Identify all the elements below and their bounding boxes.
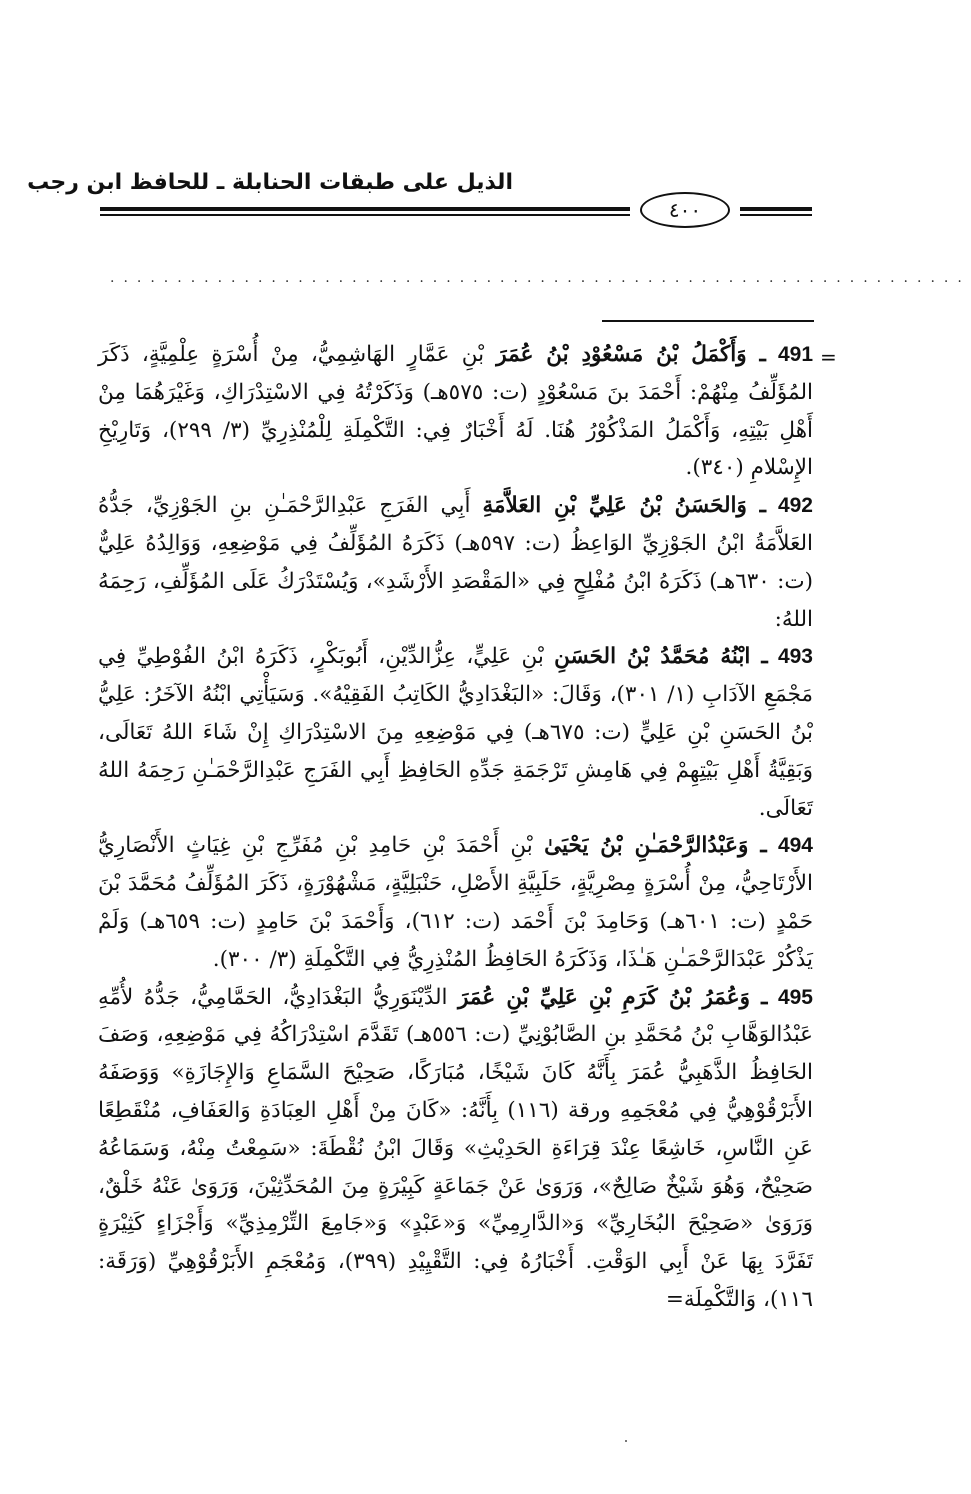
entry-491 bbox=[98, 336, 813, 487]
header-rule-thin-right bbox=[740, 214, 812, 216]
entry-number: 494 bbox=[777, 834, 813, 858]
entry-name: ـ وَعَبْدُالرَّحْمَـٰنِ بْنُ يَحْيَىٰ bbox=[544, 833, 767, 859]
entry-text: بْنِ عَمَّارٍ الهَاشِمِيُّ، مِنْ أُسْرَةٍ عِلْمِيَّةٍ، ذَكَرَ المُؤَلِّفُ مِنْهُمْ: أَحْمَدَ بنَ مَسْعُوْدٍ (ت: ٥٧٥هـ) وَذَكَرْتُهُ فِي الاسْتِدْرَاكِ، وَغَيْرَهُمَا مِنْ أَهْلِ بَيْتِهِ، وَأَكْمَلُ المَذْكُوْرُ هُنَا. لَهُ أَخْبَارٌ فِي: التَّكْمِلَةِ لِلْمُنْذِرِيِّ (٣/ ٢٩٩)، وَتَارِيْخِ الإِسْلامِ (٣٤٠). bbox=[98, 342, 814, 481]
header-rule-thick-left bbox=[100, 207, 630, 211]
entry-text: الدِّيْنَوَرِيُّ البَغْدَادِيُّ، الحَمَّامِيُّ، جَدُّهُ لأُمِّهِ عَبْدُالوَهَّابِ بْنُ مُحَمَّدِ بنِ الصَّابُوْنِيِّ (ت: ٥٥٦هـ) تَقَدَّمَ اسْتِدْرَاكُهُ فِي مَوْضِعِهِ، وَصَفَ الحَافِظُ الذَّهَبِيُّ عُمَرَ بِأَنَّهُ كَانَ شَيْخًا، مُبَارَكًا، صَحِيْحَ السَّمَاعِ وَالإِجَازَةِ» وَوَصَفَهُ الأَبَرْقُوْهِيُّ فِي مُعْجَمِهِ ورقة (١١٦) بِأَنَّهُ: «كَانَ مِنْ أَهْلِ العِبَادَةِ وَالعَفَافِ، مُنْقَطِعًا عَنِ النَّاسِ، خَاشِعًا عِنْدَ قِرَاءَةِ الحَدِيْثِ» وَقَالَ ابْنُ نُقْطَةَ: «سَمِعْتُ مِنْهُ، وَسَمَاعُهُ صَحِيْحٌ، وَهُوَ شَيْخٌ صَالِحٌ»، وَرَوَىٰ عَنْ جَمَاعَةٍ كَبِيْرَةٍ مِنَ المُحَدِّثِيْنَ، وَرَوَىٰ عَنْهُ خَلْقٌ، وَرَوَىٰ «صَحِيْحَ البُخَارِيِّ» وَ«الدَّارِمِيِّ» وَ«عَبْدٍ» وَ«جَامِعَ التِّرْمِذِيِّ» وَأَجْزَاءٍ كَثِيْرَةٍ تَفَرَّدَ بِهَا عَنْ أَبِي الوَقْتِ. أَخْبَارُهُ فِي: التَّقْيِيْدِ (٣٩٩)، وَمُعْجَمِ الأَبَرْقُوْهِيِّ (وَرَقَة: ١١٦)، وَالتَّكْمِلَة= bbox=[98, 984, 814, 1312]
entry-493 bbox=[98, 638, 813, 827]
page-number bbox=[640, 192, 730, 228]
entry-495 bbox=[98, 979, 813, 1319]
page-number-text: ٤٠٠ bbox=[668, 198, 702, 222]
entry-name: ـ وَعُمَرُ بْنُ كَرَمِ بْنِ عَلِيِّ بْنِ عُمَرَ bbox=[458, 984, 768, 1010]
entry-number: 492 bbox=[777, 494, 813, 518]
entry-text: أَبِي الفَرَجِ عَبْدِالرَّحْمَـٰنِ بنِ الجَوْزِيِّ، جَدُّهُ العَلاَّمَةُ ابْنُ الجَوْزِيِّ الوَاعِظُ (ت: ٥٩٧هـ) ذَكَرَهُ المُؤَلِّفُ فِي مَوْضِعِهِ، وَوَالِدُهُ عَلِيٌّ (ت: ٦٣٠هـ) ذَكَرَهُ ابْنُ مُفْلِحٍ فِي «المَقْصَدِ الأَرْشَدِ»، وَيُسْتَدْرَكُ عَلَى المُؤَلِّفِ، رَحِمَهُ اللهُ: bbox=[98, 493, 813, 632]
entry-text: بْنِ أَحْمَدَ بْنِ حَامِدِ بْنِ مُفَرِّجِ بْنِ غِيَاثٍ الأَنْصَارِيُّ الأَرْتَاحِيُّ، مِنْ أُسْرَةٍ مِصْرِيَّةٍ، حَلَبِيَّةِ الأَصْلِ، حَنْبَلِيَّةٍ، مَشْهُوْرَةٍ، ذَكَرَ المُؤَلِّفُ مُحَمَّدَ بْنَ حَمْدٍ (ت: ٦٠١هـ) وَحَامِدَ بْنَ أَحْمَد (ت: ٦١٢)، وَأَحْمَدَ بْنَ حَامِدٍ (ت: ٦٥٩هـ) وَلَمْ يَذْكُرْ عَبْدَالرَّحْمَـٰنِ هَـٰذَا، وَذَكَرَهُ الحَافِظُ المُنْذِرِيُّ فِي التَّكْمِلَةِ (٣/ ٣٠٠). bbox=[98, 833, 813, 972]
entry-name: ـ وَأَكْمَلُ بْنُ مَسْعُوْدِ بْنُ عُمَرَ bbox=[496, 342, 766, 367]
dotted-separator: ................................................................ bbox=[110, 270, 971, 286]
entry-492 bbox=[98, 487, 813, 638]
book-title: الذيل على طبقات الحنابلة ـ للحافظ ابن رجب bbox=[27, 170, 513, 195]
header-rule-thick-right bbox=[740, 207, 812, 211]
entry-number: 493 bbox=[777, 645, 813, 669]
footnote-rule bbox=[602, 320, 814, 322]
entry-name: ـ ابْنُهُ مُحَمَّدُ بْنُ الحَسَنِ bbox=[554, 644, 768, 670]
entry-name: ـ وَالحَسَنُ بْنُ عَلِيِّ بْنِ العَلاَّمَةِ bbox=[482, 493, 766, 519]
entry-number: 491 bbox=[777, 343, 814, 366]
continuation-mark: = bbox=[820, 345, 837, 369]
entry-494 bbox=[98, 827, 813, 978]
header-rule-thin-left bbox=[100, 214, 630, 216]
entry-number: 495 bbox=[777, 985, 813, 1009]
main-text bbox=[98, 336, 813, 1319]
scan-speck bbox=[625, 1440, 627, 1442]
entry-text: بْنِ عَلِيٍّ، عِزُّالدِّيْنِ، أَبُوبَكْرٍ، ذَكَرَهُ ابْنُ الفُوْطِيِّ فِي مَجْمَعِ الآدَابِ (١/ ٣٠١)، وَقَالَ: «البَغْدَادِيُّ الكَاتِبُ الفَقِيْهُ». وَسَيَأْتِي ابْنُهُ الآخَرُ: عَلِيُّ بْنُ الحَسَنِ بْنِ عَلِيٍّ (ت: ٦٧٥هـ) فِي مَوْضِعِهِ مِنَ الاسْتِدْرَاكِ إِنْ شَاءَ اللهُ تَعَالَى، وَبَقِيَّةُ أَهْلِ بَيْتِهِمْ فِي هَامِشِ تَرْجَمَةِ جَدِّهِ الحَافِظِ أَبِي الفَرَجِ عَبْدِالرَّحْمَـٰنِ رَحِمَهُ اللهُ تَعَالَى. bbox=[98, 644, 813, 821]
